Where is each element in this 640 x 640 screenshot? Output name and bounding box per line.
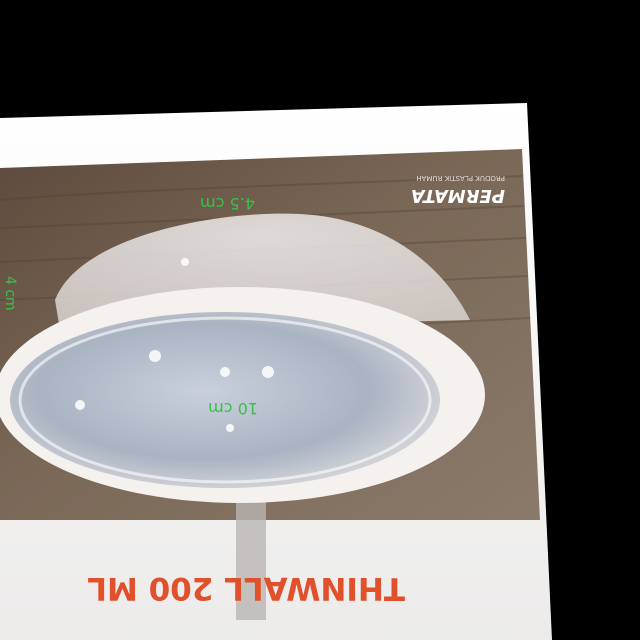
diameter-dimension-label: 10 cm [208, 399, 258, 418]
height-dimension-label: 4.5 cm [200, 194, 255, 213]
side-dimension-label: 4 cm [2, 276, 18, 311]
product-title: THINWALL 200 ML [87, 570, 405, 606]
brand-name: PERMATA [410, 185, 505, 206]
brand-tagline: PRODUK PLASTIK RUMAH [416, 174, 505, 182]
brand-logo [411, 174, 505, 206]
